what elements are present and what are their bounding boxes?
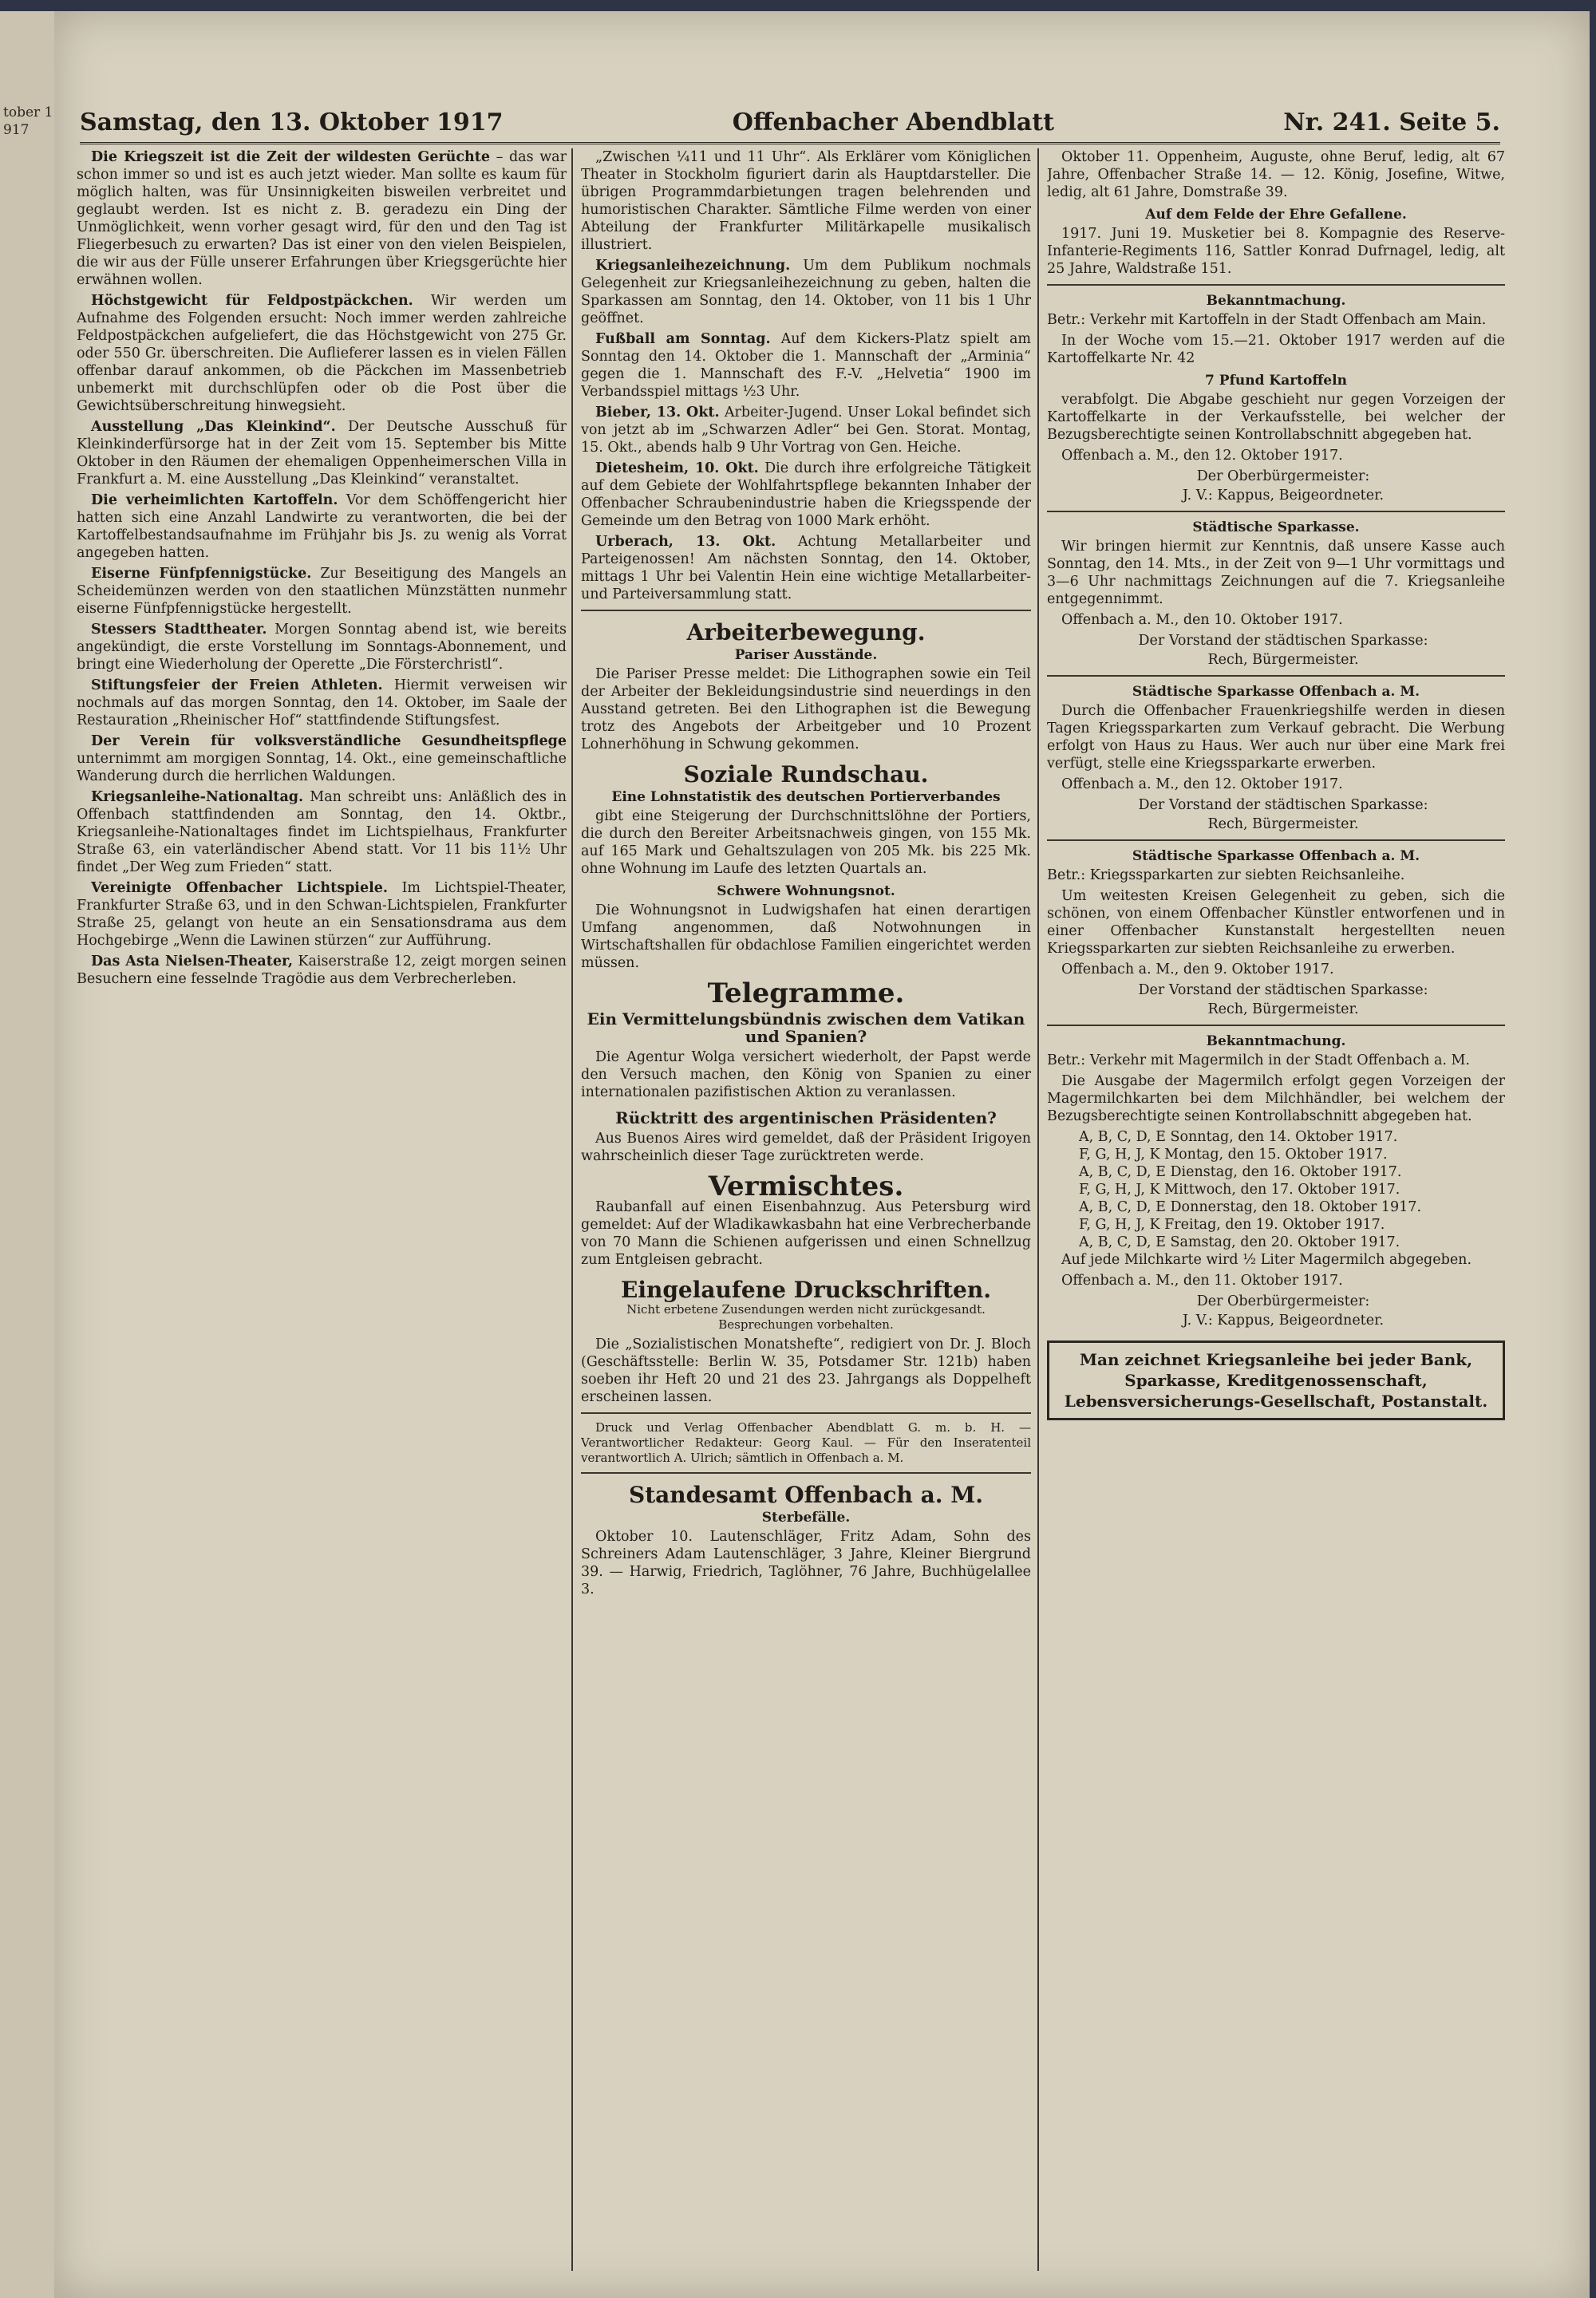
local-news-article <box>77 621 567 673</box>
notice-title-kartoffeln: Bekanntmachung. <box>1206 293 1346 309</box>
regional-news-article <box>581 330 1031 401</box>
impressum: Druck und Verlag Offenbacher Abendblatt G. m. b. H. — Verantwortlicher Redakteur: Georg Kaul. — Für den Inseratenteil verantwortlich A. Ulrich; sämtlich in Offenbach a. M. <box>581 1420 1031 1465</box>
notice-text-sparkasse-3: Um weitesten Kreisen Gelegenheit zu geben, sich die schönen, von einem Offenbacher Künstler entworfenen und in einer Offenbacher Kunstanstalt hergestellten neuen Kriegssparkarten zur siebten Reichsanleihe zu erwerben. <box>1047 888 1505 957</box>
newspaper-title: Offenbacher Abendblatt <box>732 108 1054 136</box>
notice-date-kartoffeln: Offenbach a. M., den 12. Oktober 1917. <box>1061 448 1343 464</box>
divider <box>581 1412 1031 1414</box>
local-news-article <box>77 292 567 415</box>
regional-news-article <box>581 460 1031 530</box>
section-heading-arbeiterbewegung: Arbeiterbewegung. <box>686 619 926 646</box>
article-text: Wir werden um Aufnahme des Folgenden ersucht: Noch immer werden zahlreiche Feldpostpäckchen aufgeliefert, die das Höchstgewicht von 275 Gr. oder 550 Gr. überschreiten. Die Auflieferer lassen es in vielen Fällen offenbar darauf ankommen, ob die Päckchen im Massenbetrieb unbemerkt mit durchschlüpfen oder ob die Post über die Gewichtsüberschreitung hinwegsieht. <box>77 293 567 414</box>
article-lead: Das Asta Nielsen-Theater, <box>91 954 294 969</box>
article-lohnstatistik: gibt eine Steigerung der Durchschnittslöhne der Portiers, die durch den Bereiter Arbeitsnachweis gingen, von 155 Mk. auf 165 Mark und Gehaltszulagen von 205 Mk. bis 225 Mk. ohne Wohnung im Laufe des letzten Quartals an. <box>581 808 1031 877</box>
divider <box>1047 675 1505 677</box>
article-argentinien: Aus Buenos Aires wird gemeldet, daß der Präsident Irigoyen wahrscheinlich dieser Tage zurücktreten werde. <box>581 1131 1031 1164</box>
notice-signatory-title: Der Oberbürgermeister: <box>1196 468 1370 484</box>
notice-date-sparkasse-3: Offenbach a. M., den 9. Oktober 1917. <box>1061 961 1334 977</box>
subheading-argentinien: Rücktritt des argentinischen Präsidenten? <box>615 1108 997 1127</box>
article-text: Der Deutsche Ausschuß für Kleinkinderfürsorge hat in der Zeit vom 15. September bis Mitte Oktober in den Räumen der ehemaligen Oppenheimerschen Villa in Frankfurt a. M. eine Ausstellung „Das Kleinkind“ veranstaltet. <box>77 419 567 488</box>
column-1 <box>77 148 567 2271</box>
notice-date-magermilch: Offenbach a. M., den 11. Oktober 1917. <box>1061 1273 1343 1289</box>
article-wohnungsnot: Die Wohnungsnot in Ludwigshafen hat einen derartigen Umfang angenommen, daß Notwohnungen in Wirtschaftshallen für obdachlose Familien eingerichtet werden müssen. <box>581 902 1031 971</box>
adjacent-page-edge <box>0 11 56 2298</box>
article-lead: Eiserne Fünfpfennigstücke. <box>91 566 312 582</box>
local-news-article <box>77 788 567 876</box>
kriegsanleihe-ad-box: Man zeichnet Kriegsanleihe bei jeder Bank, Sparkasse, Kreditgenossenschaft, Lebensversicherungs-Gesellschaft, Postanstalt. <box>1047 1340 1505 1420</box>
subheading-paris: Pariser Ausstände. <box>734 647 878 663</box>
schedule-line: A, B, C, D, E Donnerstag, den 18. Oktober 1917. <box>1079 1199 1422 1215</box>
issue-date: Samstag, den 13. Oktober 1917 <box>80 108 504 136</box>
article-text: unternimmt am morgigen Sonntag, 14. Okt., eine gemeinschaftliche Wanderung durch die herrlichen Waldungen. <box>77 751 567 784</box>
local-news-article <box>77 677 567 729</box>
article-lead: Vereinigte Offenbacher Lichtspiele. <box>91 880 388 896</box>
local-news-article <box>77 492 567 562</box>
notice-amount-kartoffeln: 7 Pfund Kartoffeln <box>1205 373 1347 389</box>
article-lead: Die verheimlichten Kartoffeln. <box>91 492 338 508</box>
article-lead: Fußball am Sonntag. <box>595 331 771 347</box>
notice-signatory-name: Rech, Bürgermeister. <box>1207 816 1359 832</box>
notice-signatory-name: Rech, Bürgermeister. <box>1207 1001 1359 1017</box>
article-text: Hiermit verweisen wir nochmals auf das morgen Sonntag, den 14. Oktober, im Saale der Restauration „Rheinischer Hof“ stattfindende Stiftungsfest. <box>77 677 567 728</box>
article-lead: Dietesheim, 10. Okt. <box>595 460 759 476</box>
local-news-article <box>77 148 567 289</box>
article-lead: Urberach, 13. Okt. <box>595 534 776 550</box>
notice-date-sparkasse-2: Offenbach a. M., den 12. Oktober 1917. <box>1061 776 1343 792</box>
article-druckschriften: Die „Sozialistischen Monatshefte“, redigiert von Dr. J. Bloch (Geschäftsstelle: Berlin W. 35, Potsdamer Str. 121b) haben soeben ihr Heft 20 und 21 des 23. Jahrgangs als Doppelheft erscheinen lassen. <box>581 1337 1031 1405</box>
druckschriften-note: Nicht erbetene Zusendungen werden nicht zurückgesandt. Besprechungen vorbehalten. <box>626 1302 986 1332</box>
notice-signatory-title: Der Vorstand der städtischen Sparkasse: <box>1138 633 1428 649</box>
section-heading-soziale-rundschau: Soziale Rundschau. <box>683 761 929 788</box>
schedule-line: A, B, C, D, E Samstag, den 20. Oktober 1917. <box>1079 1234 1400 1250</box>
article-vatikan: Die Agentur Wolga versichert wiederholt, der Papst werde den Versuch machen, den König von Spanien zu einer internationalen pazifistischen Aktion zu veranlassen. <box>581 1049 1031 1100</box>
article-text: Die durch ihre erfolgreiche Tätigkeit auf dem Gebiete der Wohlfahrtspflege bekannten Inhaber der Offenbacher Schraubenindustrie haben die Kriegsspende der Gemeinde um den Betrag von 1000 Mark erhöht. <box>581 460 1031 529</box>
regional-news-article <box>581 533 1031 603</box>
schedule-line: F, G, H, J, K Mittwoch, den 17. Oktober 1917. <box>1079 1182 1400 1198</box>
article-gefallene: 1917. Juni 19. Musketier bei 8. Kompagnie des Reserve-Infanterie-Regiments 116, Sattler Konrad Dufrnagel, ledig, alt 25 Jahre, Waldstraße 151. <box>1047 226 1505 277</box>
divider <box>1047 839 1505 841</box>
schedule-line: F, G, H, J, K Freitag, den 19. Oktober 1917. <box>1079 1217 1385 1233</box>
article-lead: Stessers Stadttheater. <box>91 622 267 638</box>
notice-date-sparkasse-1: Offenbach a. M., den 10. Oktober 1917. <box>1061 612 1343 628</box>
notice-signatory-name: Rech, Bürgermeister. <box>1207 652 1359 668</box>
section-heading-standesamt: Standesamt Offenbach a. M. <box>628 1482 984 1508</box>
subheading-sterbefaelle: Sterbefälle. <box>761 1510 851 1526</box>
divider <box>1047 1025 1505 1026</box>
article-text: Vor dem Schöffengericht hier hatten sich eine Anzahl Landwirte zu verantworten, die bei der Kartoffelbestandsaufnahme im Frühjahr bis Js. zu wenig als Vorrat angegeben hatten. <box>77 492 567 561</box>
notice-text-kartoffeln-2: verabfolgt. Die Abgabe geschieht nur gegen Vorzeigen der Kartoffelkarte in der Verkaufsstelle, bei welcher der Bezugsberechtigte seinen Kontrollabschnitt abgegeben hat. <box>1047 392 1505 443</box>
notice-note-magermilch: Auf jede Milchkarte wird ½ Liter Magermilch abgegeben. <box>1061 1252 1472 1268</box>
local-news-article <box>77 953 567 988</box>
column-rule <box>571 148 573 2271</box>
local-news-article <box>77 565 567 618</box>
local-news-article <box>77 732 567 785</box>
schedule-line: A, B, C, D, E Dienstag, den 16. Oktober 1917. <box>1079 1164 1402 1180</box>
masthead <box>80 102 1500 144</box>
article-lead: Stiftungsfeier der Freien Athleten. <box>91 677 383 693</box>
divider <box>581 610 1031 611</box>
article-text: Achtung Metallarbeiter und Parteigenossen! Am nächsten Sonntag, den 14. Oktober, mittags 1 Uhr bei Valentin Hein eine wichtige Metallarbeiter- und Parteiversammlung statt. <box>581 534 1031 602</box>
notice-signatory-name: J. V.: Kappus, Beigeordneter. <box>1182 488 1385 503</box>
notice-betr-magermilch: Betr.: Verkehr mit Magermilch in der Stadt Offenbach a. M. <box>1047 1052 1470 1068</box>
notice-text-sparkasse-2: Durch die Offenbacher Frauenkriegshilfe werden in diesen Tagen Kriegssparkarten zum Verkauf gebracht. Die Werbung erfolgt von Haus zu Haus. Wer auch nur über eine Mark frei verfügt, stelle eine Kriegssparkarte erwerben. <box>1047 703 1505 772</box>
article-lead: Die Kriegszeit ist die Zeit der wildesten Gerüchte <box>91 149 491 165</box>
article-lead: Bieber, 13. Okt. <box>595 405 720 421</box>
article-vermischtes: Raubanfall auf einen Eisenbahnzug. Aus Petersburg wird gemeldet: Auf der Wladikawkasbahn hat eine Verbrecherbande von 70 Mann die Schienen aufgerissen und einen Schnellzug zum Entgleisen gebracht. <box>581 1199 1031 1268</box>
local-news-article <box>77 879 567 950</box>
subheading-vatikan: Ein Vermittelungsbündnis zwischen dem Vatikan und Spanien? <box>587 1009 1025 1046</box>
local-news-article <box>77 418 567 488</box>
article-text: Zur Beseitigung des Mangels an Scheidemünzen werden von den staatlichen Münzstätten nunmehr eiserne Fünfpfennigstücke hergestellt. <box>77 566 567 617</box>
notice-betr-kartoffeln: Betr.: Verkehr mit Kartoffeln in der Stadt Offenbach am Main. <box>1047 312 1487 328</box>
notice-text-kartoffeln-1: In der Woche vom 15.—21. Oktober 1917 werden auf die Kartoffelkarte Nr. 42 <box>1047 333 1505 366</box>
section-heading-telegramme: Telegramme. <box>707 977 905 1009</box>
divider <box>1047 284 1505 286</box>
article-text: Arbeiter-Jugend. Unser Lokal befindet sich von jetzt ab im „Schwarzen Adler“ bei Gen. Storat. Montag, 15. Okt., abends halb 9 Uhr Vortrag von Gen. Heiche. <box>581 405 1031 456</box>
regional-news-article <box>581 257 1031 327</box>
notice-signatory-name: J. V.: Kappus, Beigeordneter. <box>1182 1313 1385 1329</box>
divider <box>581 1472 1031 1474</box>
notice-signatory-title: Der Oberbürgermeister: <box>1196 1293 1370 1309</box>
article-lead: Höchstgewicht für Feldpostpäckchen. <box>91 293 413 309</box>
article-text: Kaiserstraße 12, zeigt morgen seinen Besuchern eine fesselnde Tragödie aus dem Verbrecherleben. <box>77 954 567 987</box>
notice-signatory-title: Der Vorstand der städtischen Sparkasse: <box>1138 797 1428 813</box>
notice-title-sparkasse-1: Städtische Sparkasse. <box>1192 519 1360 535</box>
divider <box>1047 511 1505 512</box>
sterbefaelle-continued: Oktober 11. Oppenheim, Auguste, ohne Beruf, ledig, alt 67 Jahre, Offenbacher Straße 14. — 12. König, Josefine, Witwe, ledig, alt 61 Jahre, Domstraße 39. <box>1047 149 1505 200</box>
column-3 <box>1047 148 1505 2271</box>
article-paris: Die Pariser Presse meldet: Die Lithographen sowie ein Teil der Arbeiter der Bekleidungsindustrie sind neuerdings in den Ausstand getreten. Bei den Lithographen ist die Bewegung trotz des Angebots der Arbeitgeber und 10 Prozent Lohnerhöhung in Schwung gekommen. <box>581 666 1031 752</box>
article-lead: Ausstellung „Das Kleinkind“. <box>91 419 336 435</box>
notice-text-magermilch: Die Ausgabe der Magermilch erfolgt gegen Vorzeigen der Magermilchkarten bei dem Milchhändler, bei welchem der Bezugsberechtigte seinen Kontrollabschnitt abgegeben hat. <box>1047 1073 1505 1124</box>
article-lead: Kriegsanleihezeichnung. <box>595 258 791 274</box>
article-lead: Der Verein für volksverständliche Gesundheitspflege <box>91 733 567 749</box>
regional-news-article <box>581 404 1031 456</box>
article-text: Im Lichtspiel-Theater, Frankfurter Straße 63, und in den Schwan-Lichtspielen, Frankfurter Straße 25, gelangt von heute an ein Sensationsdrama aus dem Hochgebirge „Wenn die Lawinen stürzen“ zur Aufführung. <box>77 880 567 949</box>
issue-number: Nr. 241. Seite 5. <box>1283 108 1500 136</box>
column-2 <box>581 148 1031 2271</box>
article-text: – das war schon immer so und ist es auch jetzt wieder. Man sollte es kaum für möglich halten, was für Unsinnigkeiten bisweilen verbreitet und geglaubt werden. Ist es nicht z. B. geradezu ein Ding der Unmöglichkeit, wenn vorher gesagt wird, für den und den Tag ist Fliegerbesuch zu erwarten? Das ist einer von den vielen Beispielen, die wir aus der Fülle unserer Erfahrungen über Kriegsgerüchte hier erwähnen wollen. <box>77 149 567 288</box>
notice-betr-sparkasse-3: Betr.: Kriegssparkarten zur siebten Reichsanleihe. <box>1047 867 1405 883</box>
article-text: Auf dem Kickers-Platz spielt am Sonntag den 14. Oktober die 1. Mannschaft der „Arminia“ gegen die 1. Mannschaft des F.-V. „Helvetia“ 1900 im Verbandsspiel mittags ½3 Uhr. <box>581 331 1031 400</box>
article-text: Man schreibt uns: Anläßlich des in Offenbach stattfindenden am Sonntag, den 14. Oktbr., Kriegsanleihe-Nationaltages findet im Lichtspielhaus, Frankfurter Straße 63, ein vaterländischer Abend statt. Vor 11 bis 11½ Uhr findet „Der Weg zum Frieden“ statt. <box>77 789 567 875</box>
notice-signatory-title: Der Vorstand der städtischen Sparkasse: <box>1138 982 1428 998</box>
article-text: Morgen Sonntag abend ist, wie bereits angekündigt, die erste Vorstellung im Sonntags-Abonnement, und bringt eine Wiederholung der Operette „Die Försterchristl“. <box>77 622 567 673</box>
notice-title-sparkasse-3: Städtische Sparkasse Offenbach a. M. <box>1132 848 1420 864</box>
schedule-line: F, G, H, J, K Montag, den 15. Oktober 1917. <box>1079 1147 1388 1163</box>
article-lead: Kriegsanleihe-Nationaltag. <box>91 789 304 805</box>
notice-title-sparkasse-2: Städtische Sparkasse Offenbach a. M. <box>1132 684 1420 700</box>
notice-text-sparkasse-1: Wir bringen hiermit zur Kenntnis, daß unsere Kasse auch Sonntag, den 14. Mts., in der Zeit von 9—1 Uhr vormittags und 3—6 Uhr nachmittags Zeichnungen auf die 7. Kriegsanleihe entgegennimmt. <box>1047 539 1505 607</box>
section-heading-druckschriften: Eingelaufene Druckschriften. <box>621 1277 991 1303</box>
notice-title-magermilch: Bekanntmachung. <box>1206 1033 1346 1049</box>
adjacent-page-fragment: tober 1917 <box>3 105 53 138</box>
section-heading-vermischtes: Vermischtes. <box>708 1171 904 1202</box>
cinema-intro: „Zwischen ¼11 und 11 Uhr“. Als Erklärer vom Königlichen Theater in Stockholm figuriert darin als Hauptdarsteller. Die übrigen Programmdarbietungen tragen belehrenden und humoristischen Charakter. Sämtliche Filme werden von einer Abteilung der Frankfurter Militärkapelle musikalisch illustriert. <box>581 149 1031 253</box>
subheading-wohnungsnot: Schwere Wohnungsnot. <box>717 883 895 899</box>
subheading-gefallene: Auf dem Felde der Ehre Gefallene. <box>1145 207 1407 223</box>
article-text: Um dem Publikum nochmals Gelegenheit zur Kriegsanleihezeichnung zu geben, halten die Sparkassen am Sonntag, den 14. Oktober, von 11 bis 1 Uhr geöffnet. <box>581 258 1031 326</box>
article-sterbefaelle: Oktober 10. Lautenschläger, Fritz Adam, Sohn des Schreiners Adam Lautenschläger, 3 Jahre, Kleiner Biergrund 39. — Harwig, Friedrich, Taglöhner, 76 Jahre, Buchhügelallee 3. <box>581 1529 1031 1597</box>
schedule-line: A, B, C, D, E Sonntag, den 14. Oktober 1917. <box>1079 1129 1398 1145</box>
subheading-lohnstatistik: Eine Lohnstatistik des deutschen Portierverbandes <box>611 789 1001 805</box>
column-rule <box>1037 148 1039 2271</box>
magermilch-schedule <box>1047 1128 1505 1251</box>
